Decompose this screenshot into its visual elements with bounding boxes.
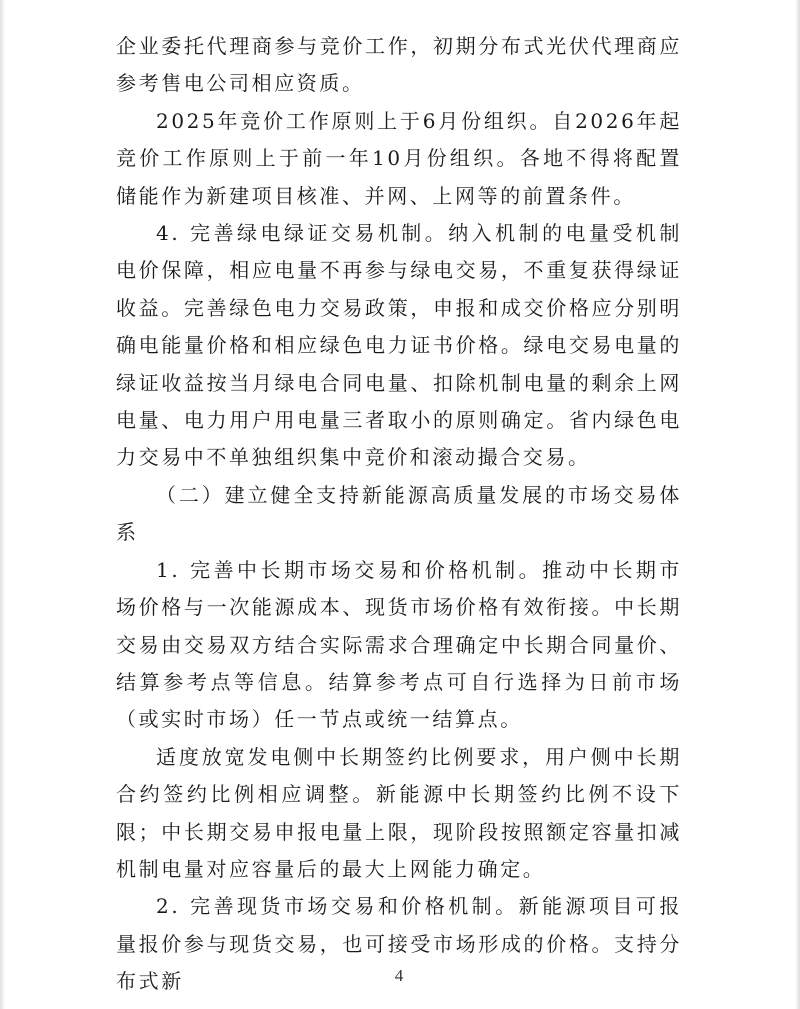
right-page-edge (796, 0, 800, 1009)
paragraph-contract-ratio: 适度放宽发电侧中长期签约比例要求，用户侧中长期合约签约比例相应调整。新能源中长期签约比例不设下限；中长期交易申报电量上限，现阶段按照额定容量扣减机制电量对应容量后的最大上网能力确定。 (116, 744, 682, 881)
paragraph-spot-market: 2. 完善现货市场交易和价格机制。新能源项目可报量报价参与现货交易，也可接受市场形成的价格。支持分布式新 (116, 894, 682, 994)
paragraph-mid-long-term-market: 1. 完善中长期市场交易和价格机制。推动中长期市场价格与一次能源成本、现货市场价格有效衔接。中长期交易由交易双方结合实际需求合理确定中长期合同量价、结算参考点等信息。结算参考点可自行选择为日前市场（或实时市场）任一节点或统一结算点。 (116, 557, 682, 732)
paragraph-green-certificate: 4. 完善绿电绿证交易机制。纳入机制的电量受机制电价保障，相应电量不再参与绿电交易，不重复获得绿证收益。完善绿色电力交易政策，申报和成交价格应分别明确电能量价格和相应绿色电力证书价格。绿电交易电量的绿证收益按当月绿电合同电量、扣除机制电量的剩余上网电量、电力用户用电量三者取小的原则确定。省内绿色电力交易中不单独组织集中竞价和滚动撮合交易。 (116, 221, 682, 470)
document-page (4, 0, 794, 1009)
page-number: 4 (394, 966, 404, 985)
paragraph-bidding-schedule: 2025年竞价工作原则上于6月份组织。自2026年起竞价工作原则上于前一年10月份组织。各地不得将配置储能作为新建项目核准、并网、上网等的前置条件。 (116, 108, 682, 208)
section-heading-market-system: （二）建立健全支持新能源高质量发展的市场交易体系 (116, 482, 682, 545)
paragraph-agent-qualification: 企业委托代理商参与竞价工作，初期分布式光伏代理商应参考售电公司相应资质。 (116, 34, 682, 96)
page-body (116, 28, 682, 1001)
